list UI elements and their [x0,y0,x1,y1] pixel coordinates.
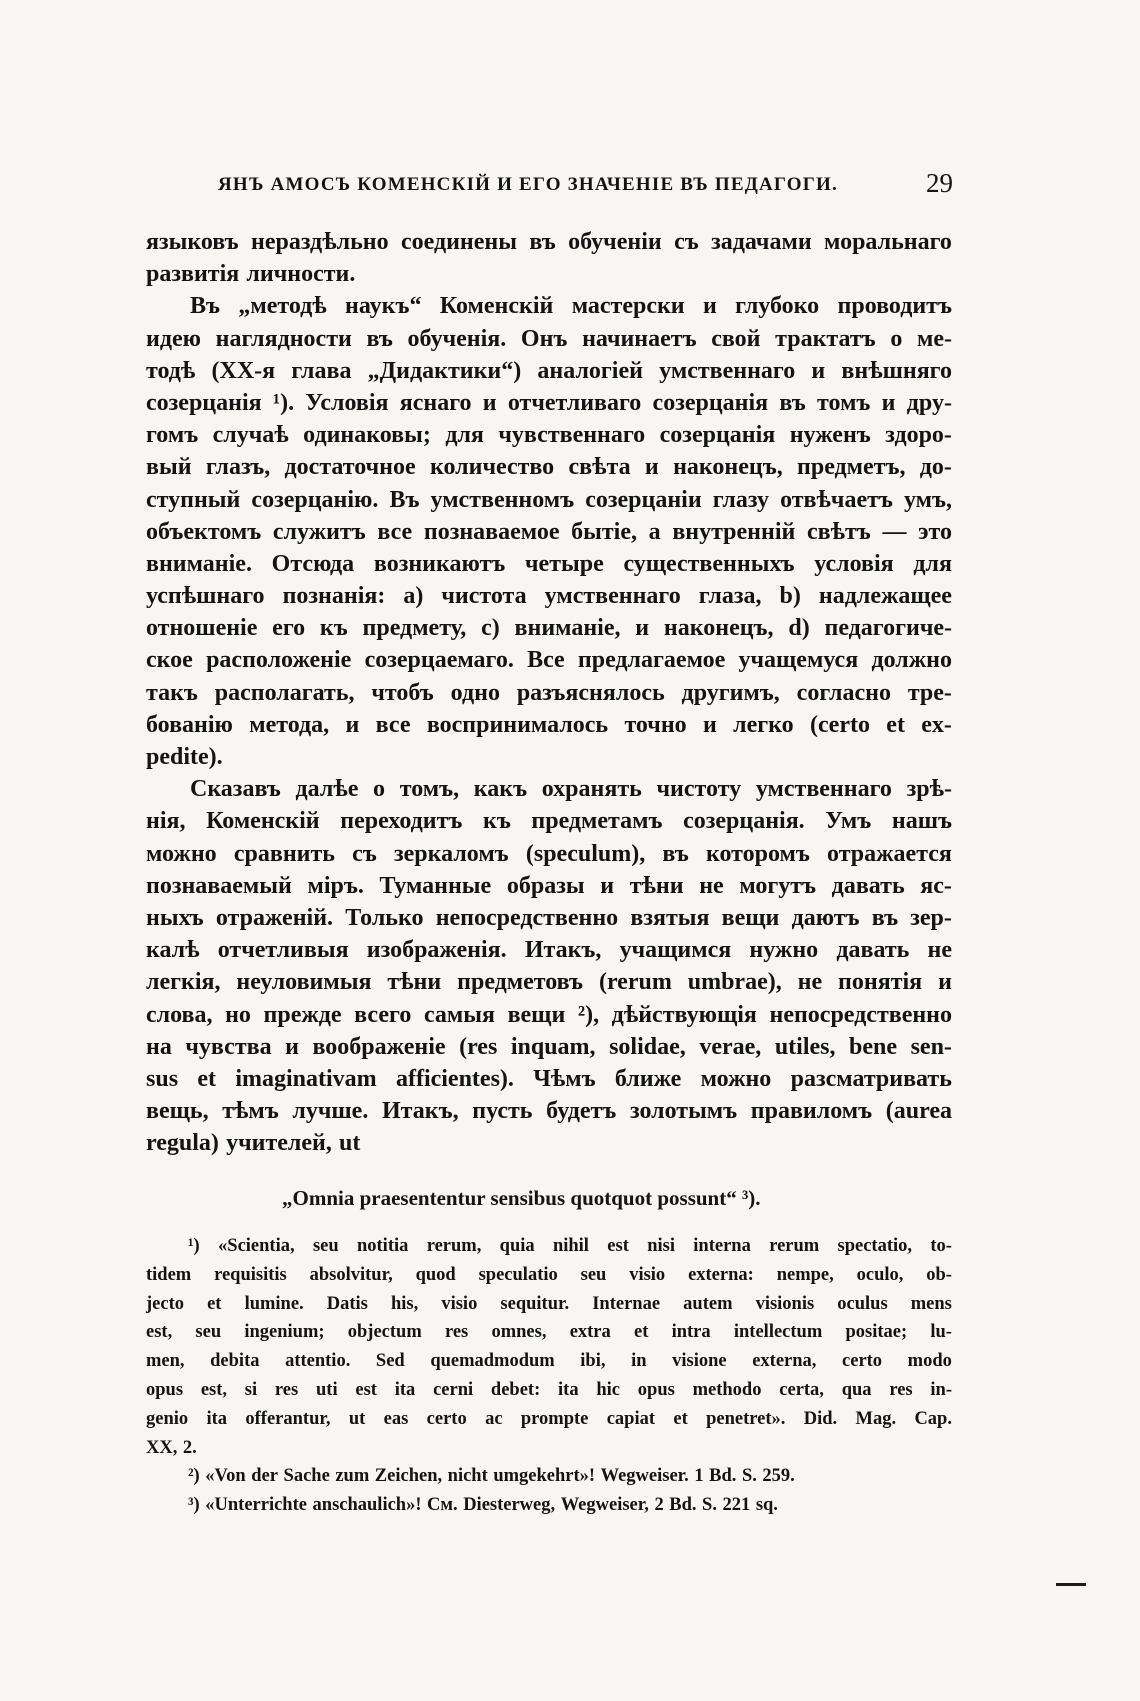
footnote-line: tidem requisitis absolvitur, quod speculatio seu visio externa: nempe, oculo, ob- [146,1264,952,1285]
body-line: ское расположеніе созерцаемаго. Все предлагаемое учащемуся должно [146,647,952,674]
body-line: языковъ нераздѣльно соединены въ обученіи съ задачами моральнаго [146,229,952,255]
footnote-line: opus est, si res uti est ita cerni debet: ita hic opus methodo certa, qua res in- [146,1379,952,1400]
footnote-line: genio ita offerantur, ut eas certo ac prompte capiat et penetret». Did. Mag. Cap. [146,1408,952,1429]
body-line: sus et imaginativam afficientes). Чѣмъ ближе можно разсматривать [146,1065,952,1092]
body-line: познаваемый міръ. Туманные образы и тѣни не могутъ давать яс- [146,872,952,899]
body-line: regula) учителей, ut [146,1130,361,1157]
running-title: ЯНЪ АМОСЪ КОМЕНСКІЙ И ЕГО ЗНАЧЕНІЕ ВЪ ПЕДАГОГИ. [218,174,838,195]
body-line: развитія личности. [146,261,356,288]
body-line: отношеніе его къ предмету, c) вниманіе, и наконецъ, d) педагогиче- [146,615,952,642]
footnote-line: ²) «Von der Sache zum Zeichen, nicht umgekehrt»! Wegweiser. 1 Bd. S. 259. [188,1466,795,1487]
body-line: идею наглядности въ обученія. Онъ начинаетъ свой трактатъ о ме- [146,325,952,352]
body-line: ступный созерцанію. Въ умственномъ созерцаніи глазу отвѣчаетъ умъ, [146,486,952,513]
footnotes [146,1232,952,1520]
body-line: Сказавъ далѣе о томъ, какъ охранять чистоту умственнаго зрѣ- [190,776,952,803]
footnote-line: men, debita attentio. Sed quemadmodum ibi, in visione externa, certo modo [146,1351,952,1372]
body-line: вещь, тѣмъ лучше. Итакъ, пусть будетъ золотымъ правиломъ (aurea [146,1098,952,1125]
body-line: на чувства и воображеніе (res inquam, solidae, verae, utiles, bene sen- [146,1033,952,1060]
body-line: вый глазъ, достаточное количество свѣта и наконецъ, предметъ, до- [146,454,952,481]
page-number: 29 [926,168,953,198]
footnote-line: est, seu ingenium; objectum res omnes, extra et intra intellectum positae; lu- [146,1322,952,1343]
body-line: такъ располагать, чтобъ одно разъяснялось другимъ, согласно тре- [146,679,952,706]
body-line: легкія, неуловимыя тѣни предметовъ (rerum umbrae), не понятія и [146,969,952,996]
body-line: слова, но прежде всего самыя вещи ²), дѣйствующія непосредственно [146,1001,952,1028]
footnote-line: XX, 2. [146,1437,197,1458]
body-line: нія, Коменскій переходитъ къ предметамъ созерцанія. Умъ нашъ [146,808,952,835]
body-text [146,226,952,1159]
body-line: калѣ отчетливыя изображенія. Итакъ, учащимся нужно давать не [146,937,952,964]
body-line: успѣшнаго познанія: a) чистота умственнаго глаза, b) надлежащее [146,583,952,610]
running-head [218,168,953,208]
body-line: тодѣ (ХХ-я глава „Дидактики“) аналогіей умственнаго и внѣшняго [146,357,952,384]
footnote-line: jecto et lumine. Datis his, visio sequitur. Internae autem visionis oculus mens [146,1293,952,1314]
body-line: гомъ случаѣ одинаковы; для чувственнаго созерцанія нуженъ здоро- [146,422,952,449]
body-line: бованію метода, и все воспринималось точно и легко (certo et ex- [146,711,952,738]
body-line: можно сравнить съ зеркаломъ (speculum), въ которомъ отражается [146,840,952,867]
body-line: ныхъ отраженій. Только непосредственно взятыя вещи даютъ въ зер- [146,904,952,931]
body-line: созерцанія ¹). Условія яснаго и отчетливаго созерцанія въ томъ и дру- [146,389,952,416]
footnote-line: ³) «Unterrichte anschaulich»! См. Diesterweg, Wegweiser, 2 Bd. S. 221 sq. [188,1495,778,1516]
footnote-line: ¹) «Scientia, seu notitia rerum, quia nihil est nisi interna rerum spectatio, to- [188,1236,952,1256]
body-line: вниманіе. Отсюда возникаютъ четыре существенныхъ условія для [146,550,952,577]
body-line: Въ „методѣ наукъ“ Коменскій мастерски и глубоко проводитъ [190,293,952,320]
latin-quote: „Omnia praesententur sensibus quotquot possunt“ ³). [282,1186,761,1210]
body-line: объектомъ служитъ все познаваемое бытіе, а внутренній свѣтъ — это [146,518,952,545]
body-line: pedite). [146,744,223,770]
margin-mark [1056,1583,1086,1586]
